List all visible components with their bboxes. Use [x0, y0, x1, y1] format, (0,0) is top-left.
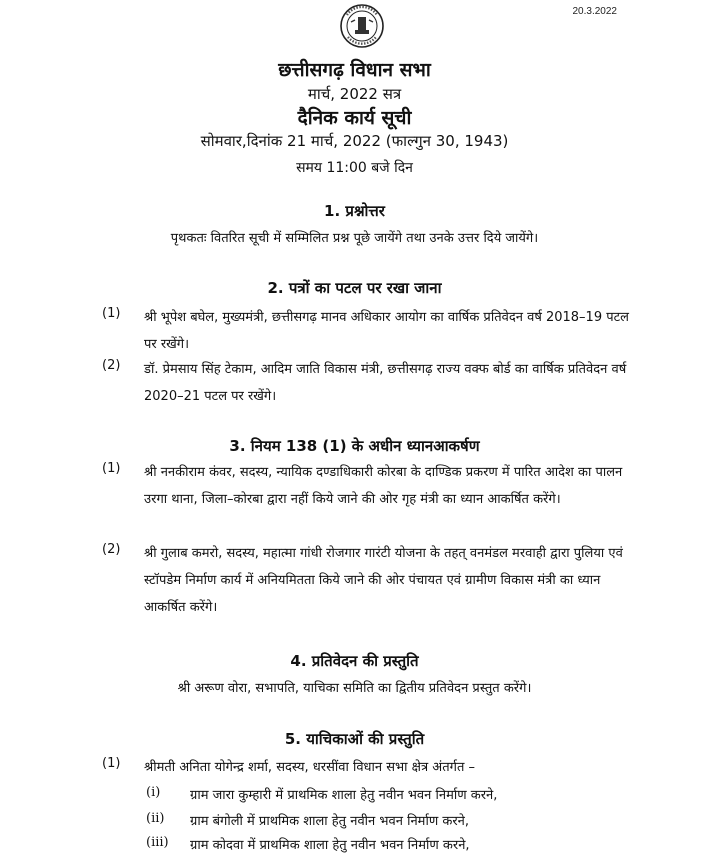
sub-item-number: (ii): [146, 811, 165, 826]
section-heading: 1. प्रश्नोत्तर: [324, 202, 385, 220]
section-text: पृथकतः वितरित सूची में सम्मिलित प्रश्न पूछे जायेंगे तथा उनके उत्तर दिये जायेंगे।: [170, 231, 539, 246]
sub-item-number: (iii): [146, 835, 169, 850]
section-heading: 5. याचिकाओं की प्रस्तुति: [284, 730, 425, 748]
item-number: (1): [102, 756, 121, 771]
time-line: समय 11:00 बजे दिन: [296, 160, 413, 176]
item-number: (2): [102, 542, 121, 557]
item-text: श्री गुलाब कमरो, सदस्य, महात्मा गांधी रोजगार गारंटी योजना के तहत् वनमंडल मरवाही द्वारा पुलिया एवं स्टॉपडेम निर्माण कार्य में अनियमितता किये जाने की ओर पंचायत एवं ग्रामीण विकास मंत्री का ध्यान आकर्षित करेंगे।: [144, 546, 623, 615]
session-label: मार्च, 2022 सत्र: [307, 85, 402, 103]
section-text: श्री अरूण वोरा, सभापति, याचिका समिति का द्वितीय प्रतिवेदन प्रस्तुत करेंगे।: [177, 681, 532, 696]
assembly-seal-icon: [339, 3, 385, 49]
item-text: डॉ. प्रेमसाय सिंह टेकाम, आदिम जाति विकास मंत्री, छत्तीसगढ़ राज्य वक्फ बोर्ड का वार्षिक प्रतिवेदन वर्ष 2020–21 पटल पर रखेंगे।: [144, 362, 627, 404]
item-number: (2): [102, 358, 121, 373]
document-title: दैनिक कार्य सूची: [297, 107, 412, 129]
section-heading: 2. पत्रों का पटल पर रखा जाना: [267, 279, 442, 297]
assembly-name: छत्तीसगढ़ विधान सभा: [278, 59, 431, 81]
date-stamp: 20.3.2022: [572, 6, 617, 17]
item-number: (1): [102, 306, 121, 321]
sub-item-text: ग्राम जारा कुम्हारी में प्राथमिक शाला हेतु नवीन भवन निर्माण करने,: [190, 788, 498, 803]
section-heading: 3. नियम 138 (1) के अधीन ध्यानआकर्षण: [229, 437, 480, 455]
date-line: सोमवार,दिनांक 21 मार्च, 2022 (फाल्गुन 30, 1943): [200, 132, 509, 150]
item-text: श्री ननकीराम कंवर, सदस्य, न्यायिक दण्डाधिकारी कोरबा के दाण्डिक प्रकरण में पारित आदेश का पालन उरगा थाना, जिला–कोरबा द्वारा नहीं किये जाने की ओर गृह मंत्री का ध्यान आकर्षित करेंगे।: [144, 465, 623, 507]
item-text: श्री भूपेश बघेल, मुख्यमंत्री, छत्तीसगढ़ मानव अधिकार आयोग का वार्षिक प्रतिवेदन वर्ष 2018–19 पटल पर रखेंगे।: [144, 310, 629, 352]
item-number: (1): [102, 461, 121, 476]
sub-item-text: ग्राम कोदवा में प्राथमिक शाला हेतु नवीन भवन निर्माण करने,: [190, 838, 470, 853]
section-heading: 4. प्रतिवेदन की प्रस्तुति: [290, 652, 419, 670]
sub-item-text: ग्राम बंगोली में प्राथमिक शाला हेतु नवीन भवन निर्माण करने,: [190, 814, 470, 829]
sub-item-number: (i): [146, 785, 161, 800]
item-text: श्रीमती अनिता योगेन्द्र शर्मा, सदस्य, धरसींवा विधान सभा क्षेत्र अंतर्गत –: [144, 760, 476, 775]
